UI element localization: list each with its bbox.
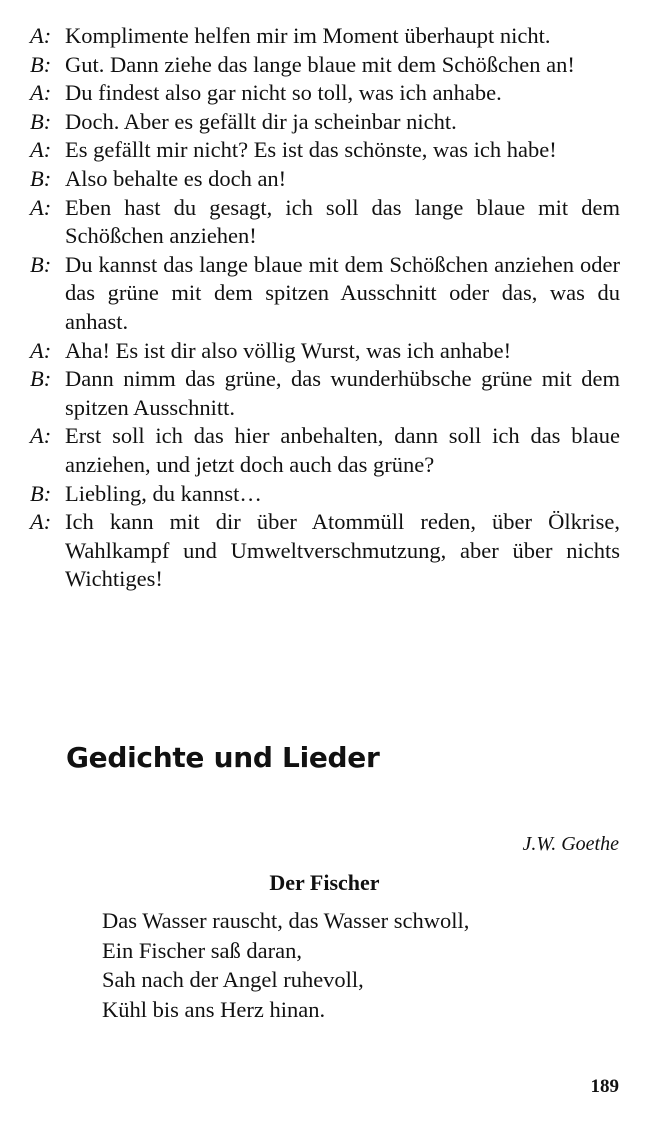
dialogue-line xyxy=(30,508,620,594)
speaker-label: B: xyxy=(30,108,52,134)
dialogue-text: Dann nimm das grüne, das wunderhübsche grüne mit dem spitzen Ausschnitt. xyxy=(65,366,620,420)
poem-stanza xyxy=(102,906,469,1024)
dialogue-text: Komplimente helfen mir im Moment überhaupt nicht. xyxy=(65,23,551,48)
dialogue-line xyxy=(30,251,620,337)
dialogue-text: Du findest also gar nicht so toll, was ich anhabe. xyxy=(65,80,502,106)
poem-author: J.W. Goethe xyxy=(522,833,619,855)
section-heading: Gedichte und Lieder xyxy=(66,741,380,774)
dialogue-text: Ich kann mit dir über Atommüll reden, über Ölkrise, Wahlkampf und Umweltverschmutzung, aber über nichts Wichtiges! xyxy=(65,509,620,592)
dialogue-line xyxy=(30,51,620,80)
speaker-label: A: xyxy=(30,423,52,449)
speaker-label: B: xyxy=(30,480,52,506)
poem-line: Das Wasser rauscht, das Wasser schwoll, xyxy=(102,908,470,933)
dialogue-text: Also behalte es doch an! xyxy=(65,165,287,191)
speaker-label: B: xyxy=(30,165,52,191)
poem-line: Ein Fischer saß daran, xyxy=(102,937,302,963)
dialogue-line xyxy=(30,480,620,509)
dialogue-line xyxy=(30,165,620,194)
speaker-label: A: xyxy=(30,194,52,220)
dialogue-text: Eben hast du gesagt, ich soll das lange blaue mit dem Schößchen anziehen! xyxy=(65,194,620,249)
dialogue-text: Aha! Es ist dir also völlig Wurst, was ich anhabe! xyxy=(65,337,512,363)
speaker-label: A: xyxy=(30,509,52,535)
dialogue-line xyxy=(30,22,620,51)
poem-title: Der Fischer xyxy=(269,870,380,895)
poem-line: Kühl bis ans Herz hinan. xyxy=(102,996,326,1022)
dialogue-text: Es gefällt mir nicht? Es ist das schönste, was ich habe! xyxy=(65,137,557,163)
dialogue-line xyxy=(30,365,620,422)
dialogue-text: Liebling, du kannst… xyxy=(65,480,262,506)
speaker-label: A: xyxy=(30,23,52,48)
dialogue-line xyxy=(30,422,620,479)
speaker-label: B: xyxy=(30,251,52,277)
dialogue-text: Doch. Aber es gefällt dir ja scheinbar nicht. xyxy=(65,108,457,134)
page-number: 189 xyxy=(590,1076,619,1097)
dialogue-text: Erst soll ich das hier anbehalten, dann soll ich das blaue anziehen, und jetzt doch auch das grüne? xyxy=(65,423,620,477)
dialogue xyxy=(30,22,620,594)
dialogue-line xyxy=(30,194,620,251)
dialogue-line xyxy=(30,337,620,366)
dialogue-line xyxy=(30,108,620,137)
dialogue-line xyxy=(30,79,620,108)
dialogue-text: Du kannst das lange blaue mit dem Schößchen anziehen oder das grüne mit dem spitzen Ausschnitt oder das, was du anhast. xyxy=(65,251,620,334)
speaker-label: A: xyxy=(30,137,52,163)
speaker-label: A: xyxy=(30,80,52,106)
speaker-label: B: xyxy=(30,51,52,77)
dialogue-line xyxy=(30,136,620,165)
poem-line: Sah nach der Angel ruhevoll, xyxy=(102,967,364,992)
speaker-label: B: xyxy=(30,366,52,392)
speaker-label: A: xyxy=(30,337,52,363)
dialogue-text: Gut. Dann ziehe das lange blaue mit dem Schößchen an! xyxy=(65,51,575,77)
